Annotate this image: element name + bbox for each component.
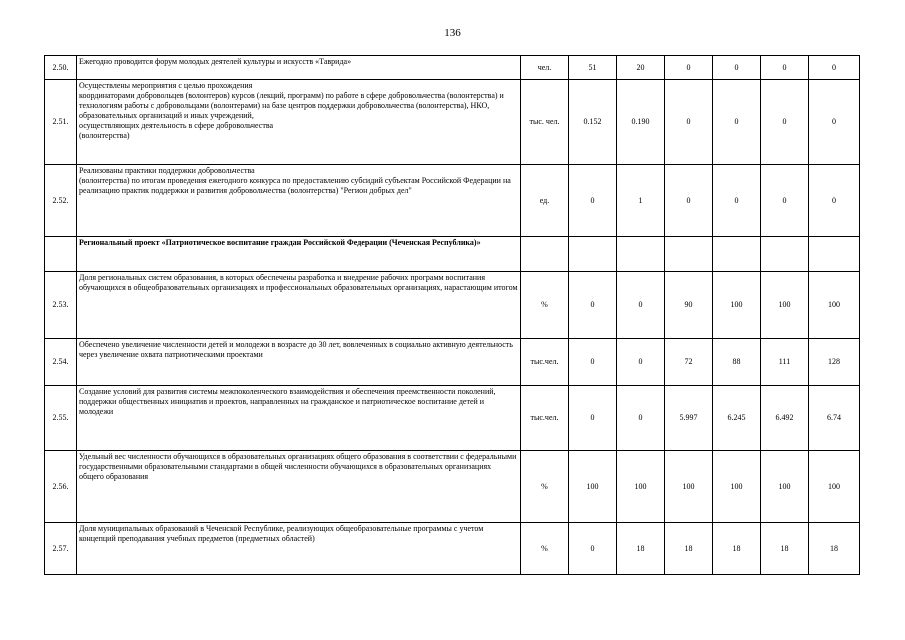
- row-value: 0: [713, 165, 761, 237]
- row-value: 0: [761, 56, 809, 80]
- row-unit: чел.: [521, 56, 569, 80]
- row-value: 88: [713, 339, 761, 386]
- row-value: 0: [809, 80, 860, 165]
- row-number: 2.57.: [45, 523, 77, 575]
- row-unit: %: [521, 272, 569, 339]
- section-empty-cell: [761, 237, 809, 272]
- row-value: 18: [761, 523, 809, 575]
- row-unit: %: [521, 451, 569, 523]
- row-number: 2.51.: [45, 80, 77, 165]
- row-number: 2.55.: [45, 386, 77, 451]
- row-value: 0: [617, 339, 665, 386]
- row-number: 2.53.: [45, 272, 77, 339]
- section-empty-cell: [713, 237, 761, 272]
- row-value: 0: [617, 272, 665, 339]
- row-value: 0: [761, 165, 809, 237]
- row-value: 0: [713, 80, 761, 165]
- row-value: 0: [713, 56, 761, 80]
- row-value: 0: [665, 56, 713, 80]
- row-value: 100: [713, 272, 761, 339]
- row-value: 0: [569, 523, 617, 575]
- row-description: Доля муниципальных образований в Чеченской Республике, реализующих общеобразовательные программы с учетом концепций преподавания учебных предметов (предметных областей): [77, 523, 521, 575]
- row-value: 100: [665, 451, 713, 523]
- row-description: Реализованы практики поддержки добровольчества (волонтерства) по итогам проведения ежегодного конкурса по предоставлению субсидий субъектам Российской Федерации на реализацию практик поддержки и развития добровольчества (волонтерства) "Регион добрых дел": [77, 165, 521, 237]
- row-value: 18: [617, 523, 665, 575]
- row-value: 20: [617, 56, 665, 80]
- row-number: 2.56.: [45, 451, 77, 523]
- row-description: Осуществлены мероприятия с целью прохождения координаторами добровольцев (волонтеров) курсов (лекций, программ) по работе в сфере добровольчества (волонтерства) и технологиям работы с добровольцами (волонтерами) на базе центров поддержки добровольчества (волонтерства), НКО, образовательных организаций и иных учреждений, осуществляющих деятельность в сфере добровольчества (волонтерства): [77, 80, 521, 165]
- row-description: Создание условий для развития системы межпоколенческого взаимодействия и обеспечения преемственности поколений, поддержки общественных инициатив и проектов, направленных на гражданское и патриотическое воспитание детей и молодежи: [77, 386, 521, 451]
- row-unit: тыс.чел.: [521, 339, 569, 386]
- section-row: [45, 237, 860, 272]
- row-value: 0: [569, 339, 617, 386]
- section-empty-cell: [665, 237, 713, 272]
- row-number: 2.52.: [45, 165, 77, 237]
- row-value: 18: [809, 523, 860, 575]
- row-value: 0: [617, 386, 665, 451]
- row-value: 100: [761, 272, 809, 339]
- section-empty-cell: [521, 237, 569, 272]
- row-value: 100: [617, 451, 665, 523]
- row-description: Удельный вес численности обучающихся в образовательных организациях общего образования в соответствии с федеральными государственными образовательными стандартами в общей численности обучающихся в образовательных организациях общего образования: [77, 451, 521, 523]
- row-number: 2.50.: [45, 56, 77, 80]
- row-value: 0: [809, 56, 860, 80]
- row-unit: %: [521, 523, 569, 575]
- row-value: 0: [569, 386, 617, 451]
- row-value: 72: [665, 339, 713, 386]
- table-row: [45, 386, 860, 451]
- row-value: 128: [809, 339, 860, 386]
- indicators-table: [44, 55, 860, 575]
- section-empty-cell: [617, 237, 665, 272]
- row-value: 100: [569, 451, 617, 523]
- row-value: 111: [761, 339, 809, 386]
- row-value: 0: [569, 272, 617, 339]
- section-empty-cell: [809, 237, 860, 272]
- row-value: 100: [809, 272, 860, 339]
- table-row: [45, 339, 860, 386]
- row-unit: тыс.чел.: [521, 386, 569, 451]
- row-value: 18: [665, 523, 713, 575]
- table-row: [45, 56, 860, 80]
- row-value: 0.152: [569, 80, 617, 165]
- row-value: 1: [617, 165, 665, 237]
- table-row: [45, 165, 860, 237]
- section-title: Региональный проект «Патриотическое воспитание граждан Российской Федерации (Чеченская Республика)»: [77, 237, 521, 272]
- table-row: [45, 272, 860, 339]
- table-row: [45, 451, 860, 523]
- row-value: 51: [569, 56, 617, 80]
- table-row: [45, 523, 860, 575]
- row-value: 100: [809, 451, 860, 523]
- row-value: 5.997: [665, 386, 713, 451]
- section-body: [45, 237, 860, 272]
- row-value: 6.492: [761, 386, 809, 451]
- row-value: 90: [665, 272, 713, 339]
- row-value: 100: [761, 451, 809, 523]
- row-number: 2.54.: [45, 339, 77, 386]
- table-body-a: [45, 56, 860, 237]
- section-num-cell: [45, 237, 77, 272]
- row-value: 0: [665, 80, 713, 165]
- row-value: 0: [665, 165, 713, 237]
- table-body-b: [45, 272, 860, 575]
- row-value: 18: [713, 523, 761, 575]
- row-description: Ежегодно проводится форум молодых деятелей культуры и искусств «Таврида»: [77, 56, 521, 80]
- row-value: 0.190: [617, 80, 665, 165]
- row-value: 0: [809, 165, 860, 237]
- row-unit: тыс. чел.: [521, 80, 569, 165]
- section-empty-cell: [569, 237, 617, 272]
- row-value: 0: [569, 165, 617, 237]
- row-unit: ед.: [521, 165, 569, 237]
- row-description: Доля региональных систем образования, в которых обеспечены разработка и внедрение рабочих программ воспитания обучающихся в общеобразовательных организациях и профессиональных образовательных организациях, нарастающим итогом: [77, 272, 521, 339]
- row-description: Обеспечено увеличение численности детей и молодежи в возрасте до 30 лет, вовлеченных в социально активную деятельность через увеличение охвата патриотическими проектами: [77, 339, 521, 386]
- row-value: 6.74: [809, 386, 860, 451]
- row-value: 6.245: [713, 386, 761, 451]
- row-value: 100: [713, 451, 761, 523]
- page-number: 136: [444, 27, 461, 39]
- row-value: 0: [761, 80, 809, 165]
- table-row: [45, 80, 860, 165]
